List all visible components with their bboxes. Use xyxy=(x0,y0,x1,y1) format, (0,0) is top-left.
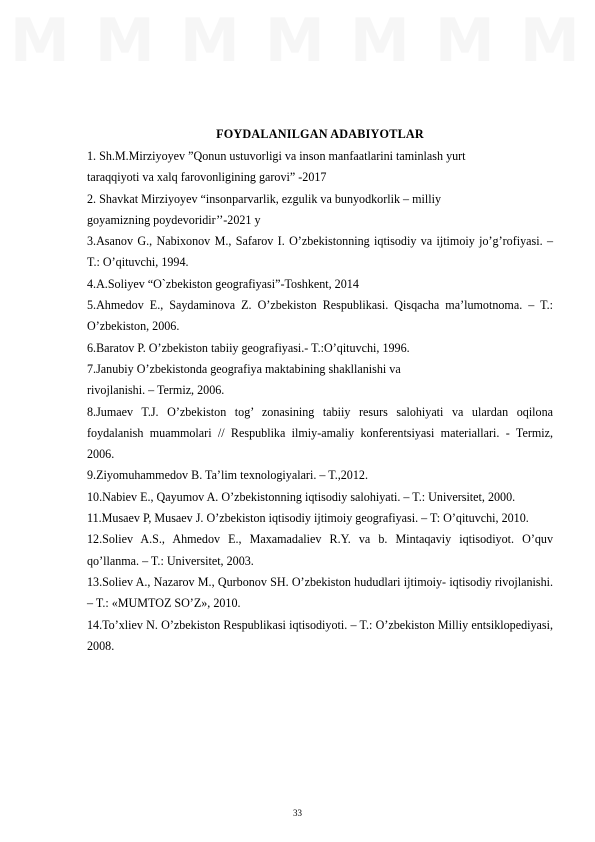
page-title: FOYDALANILGAN ADABIYOTLAR xyxy=(216,127,424,141)
reference-item: 13.Soliev A., Nazarov M., Qurbonov SH. O’zbekiston hududlari ijtimoiy- iqtisodiy rivojlanishi. – T.: «MUMTOZ SO’Z», 2010. xyxy=(87,574,553,611)
reference-item: 4.A.Soliyev “O`zbekiston geografiyasi”-Toshkent, 2014 xyxy=(87,276,359,291)
reference-item: 10.Nabiev E., Qayumov A. O’zbekistonning iqtisodiy salohiyati. – T.: Universitet, 2000. xyxy=(87,489,516,504)
reference-item: 9.Ziyomuhammedov B. Ta’lim texnologiyalari. – T.,2012. xyxy=(87,468,368,483)
reference-item: 11.Musaev P, Musaev J. O’zbekiston iqtisodiy ijtimoiy geografiyasi. – T: O’qituvchi, 2010. xyxy=(87,511,529,526)
page-number: 33 xyxy=(293,808,302,818)
reference-line: 1. Sh.M.Mirziyoyev ”Qonun ustuvorligi va inson manfaatlarini taminlash yurt xyxy=(87,149,466,163)
reference-item: 5.Ahmedov E., Saydaminova Z. O’zbekiston Respublikasi. Qisqacha ma’lumotnoma. – T.: O’zbekiston, 2006. xyxy=(87,298,553,334)
reference-item xyxy=(87,359,553,402)
reference-item: 12.Soliev A.S., Ahmedov E., Maxamadaliev R.Y. va b. Mintaqaviy iqtisodiyot. O’quv qo’llanma. – T.: Universitet, 2003. xyxy=(87,532,553,568)
reference-item xyxy=(87,189,553,232)
reference-line: rivojlanishi. – Termiz, 2006. xyxy=(87,383,225,398)
reference-item: 8.Jumaev T.J. O’zbekiston tog’ zonasining tabiiy resurs salohiyati va ulardan oqilona foydalanish muammolari // Respublika ilmiy-amaliy konferentsiyasi materiallari. - Termiz, 2006. xyxy=(87,404,553,462)
watermark: M M M M M M M xyxy=(10,6,582,76)
reference-line: 2. Shavkat Mirziyoyev “insonparvarlik, ezgulik va bunyodkorlik – milliy xyxy=(87,191,442,206)
reference-line: taraqqiyoti va xalq farovonligining garovi” -2017 xyxy=(87,170,327,185)
reference-line: 7.Janubiy O’zbekistonda geografiya maktabining shakllanishi va xyxy=(87,361,401,376)
document-body xyxy=(87,122,553,657)
reference-item xyxy=(87,146,553,189)
reference-item: 6.Baratov P. O’zbekiston tabiiy geografiyasi.- T.:O’qituvchi, 1996. xyxy=(87,340,410,355)
reference-item: 3.Asanov G., Nabixonov M., Safarov I. O’zbekistonning iqtisodiy va ijtimoiy jo’g’rofiyasi. – T.: O’qituvchi, 1994. xyxy=(87,234,553,270)
reference-item: 14.To’xliev N. O’zbekiston Respublikasi iqtisodiyoti. – T.: O’zbekiston Milliy entsiklopediyasi, 2008. xyxy=(87,617,553,653)
reference-list xyxy=(87,146,553,657)
reference-line: goyamizning poydevoridir’’-2021 y xyxy=(87,212,261,227)
